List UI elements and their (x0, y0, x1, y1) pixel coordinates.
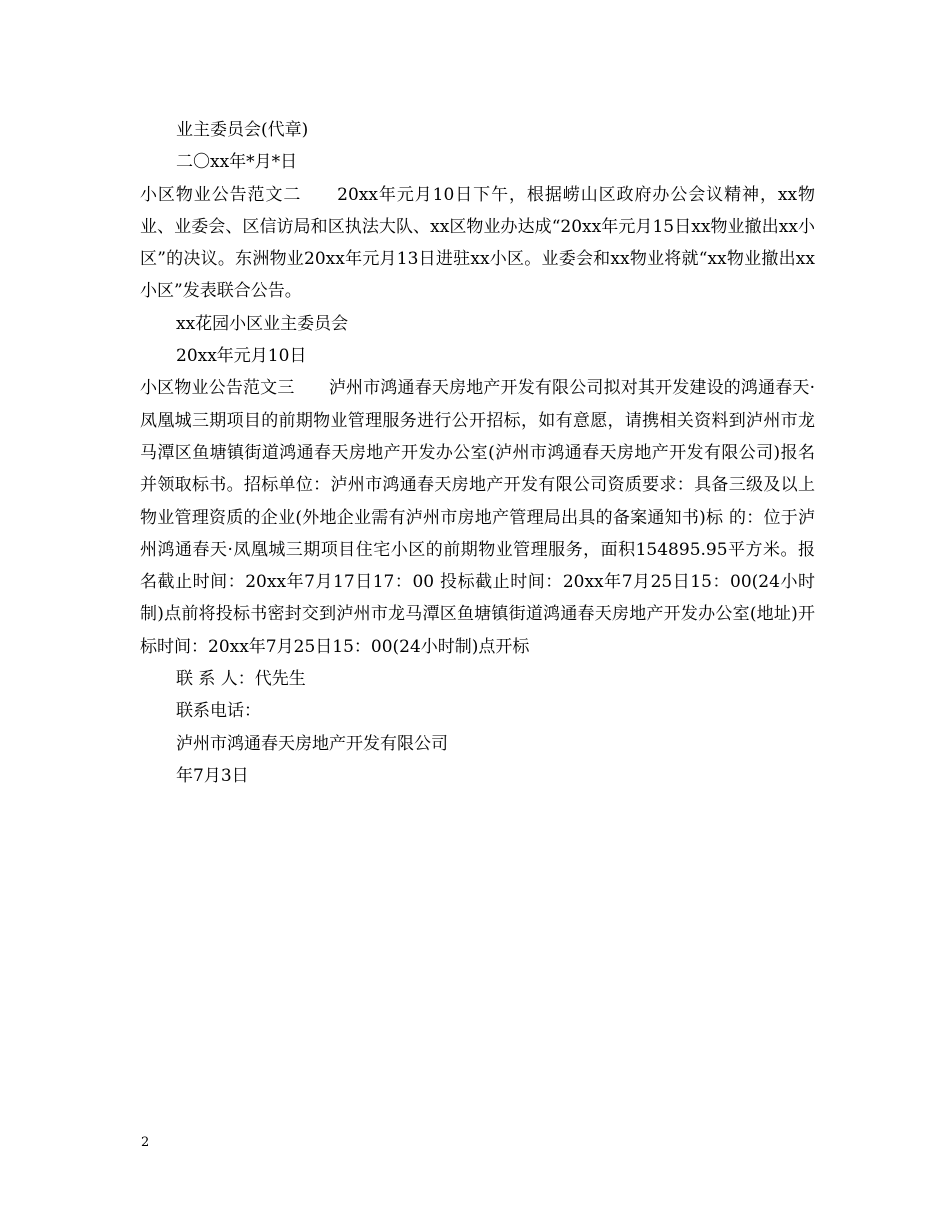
section-2-signer: xx花园小区业主委员会 (176, 313, 349, 334)
section-3-contact-phone: 联系电话： (176, 701, 261, 722)
page-number: 2 (141, 1135, 150, 1150)
signoff-date: 二〇xx年*月*日 (176, 152, 298, 173)
section-3-contact-person: 联 系 人：代先生 (176, 669, 306, 690)
signoff-org: 业主委员会(代章) (176, 120, 309, 140)
document-body (140, 114, 815, 792)
section-3-date: 年7月3日 (176, 765, 249, 786)
section-2-date: 20xx年元月10日 (176, 346, 307, 367)
section-3-body: 小区物业公告范文三 泸州市鸿通春天房地产开发有限公司拟对其开发建设的鸿通春天·凤凰城三期项目的前期物业管理服务进行公开招标，如有意愿，请携相关资料到泸州市龙马潭区鱼塘镇街道鸿通春天房地产开发办公室(泸州市鸿通春天房地产开发有限公司)报名并领取标书。招标单位：泸州市鸿通春天房地产开发有限公司资质要求：具备三级及以上物业管理资质的企业(外地企业需有泸州市房地产管理局出具的备案通知书)标 的：位于泸州鸿通春天·凤凰城三期项目住宅小区的前期物业管理服务，面积154895.95平方米。报名截止时间：20xx年7月17日17：00 投标截止时间：20xx年7月25日15：00(24小时制)点前将投标书密封交到泸州市龙马潭区鱼塘镇街道鸿通春天房地产开发办公室(地址)开标时间：20xx年7月25日15：00(24小时制)点开标 (140, 378, 815, 657)
section-2-body: 小区物业公告范文二 20xx年元月10日下午，根据崂山区政府办公会议精神，xx物业、业委会、区信访局和区执法大队、xx区物业办达成“20xx年元月15日xx物业撤出xx小区”的决议。东洲物业20xx年元月13日进驻xx小区。业委会和xx物业将就“xx物业撤出xx小区”发表联合公告。 (140, 184, 815, 302)
section-3-company: 泸州市鸿通春天房地产开发有限公司 (176, 733, 448, 754)
